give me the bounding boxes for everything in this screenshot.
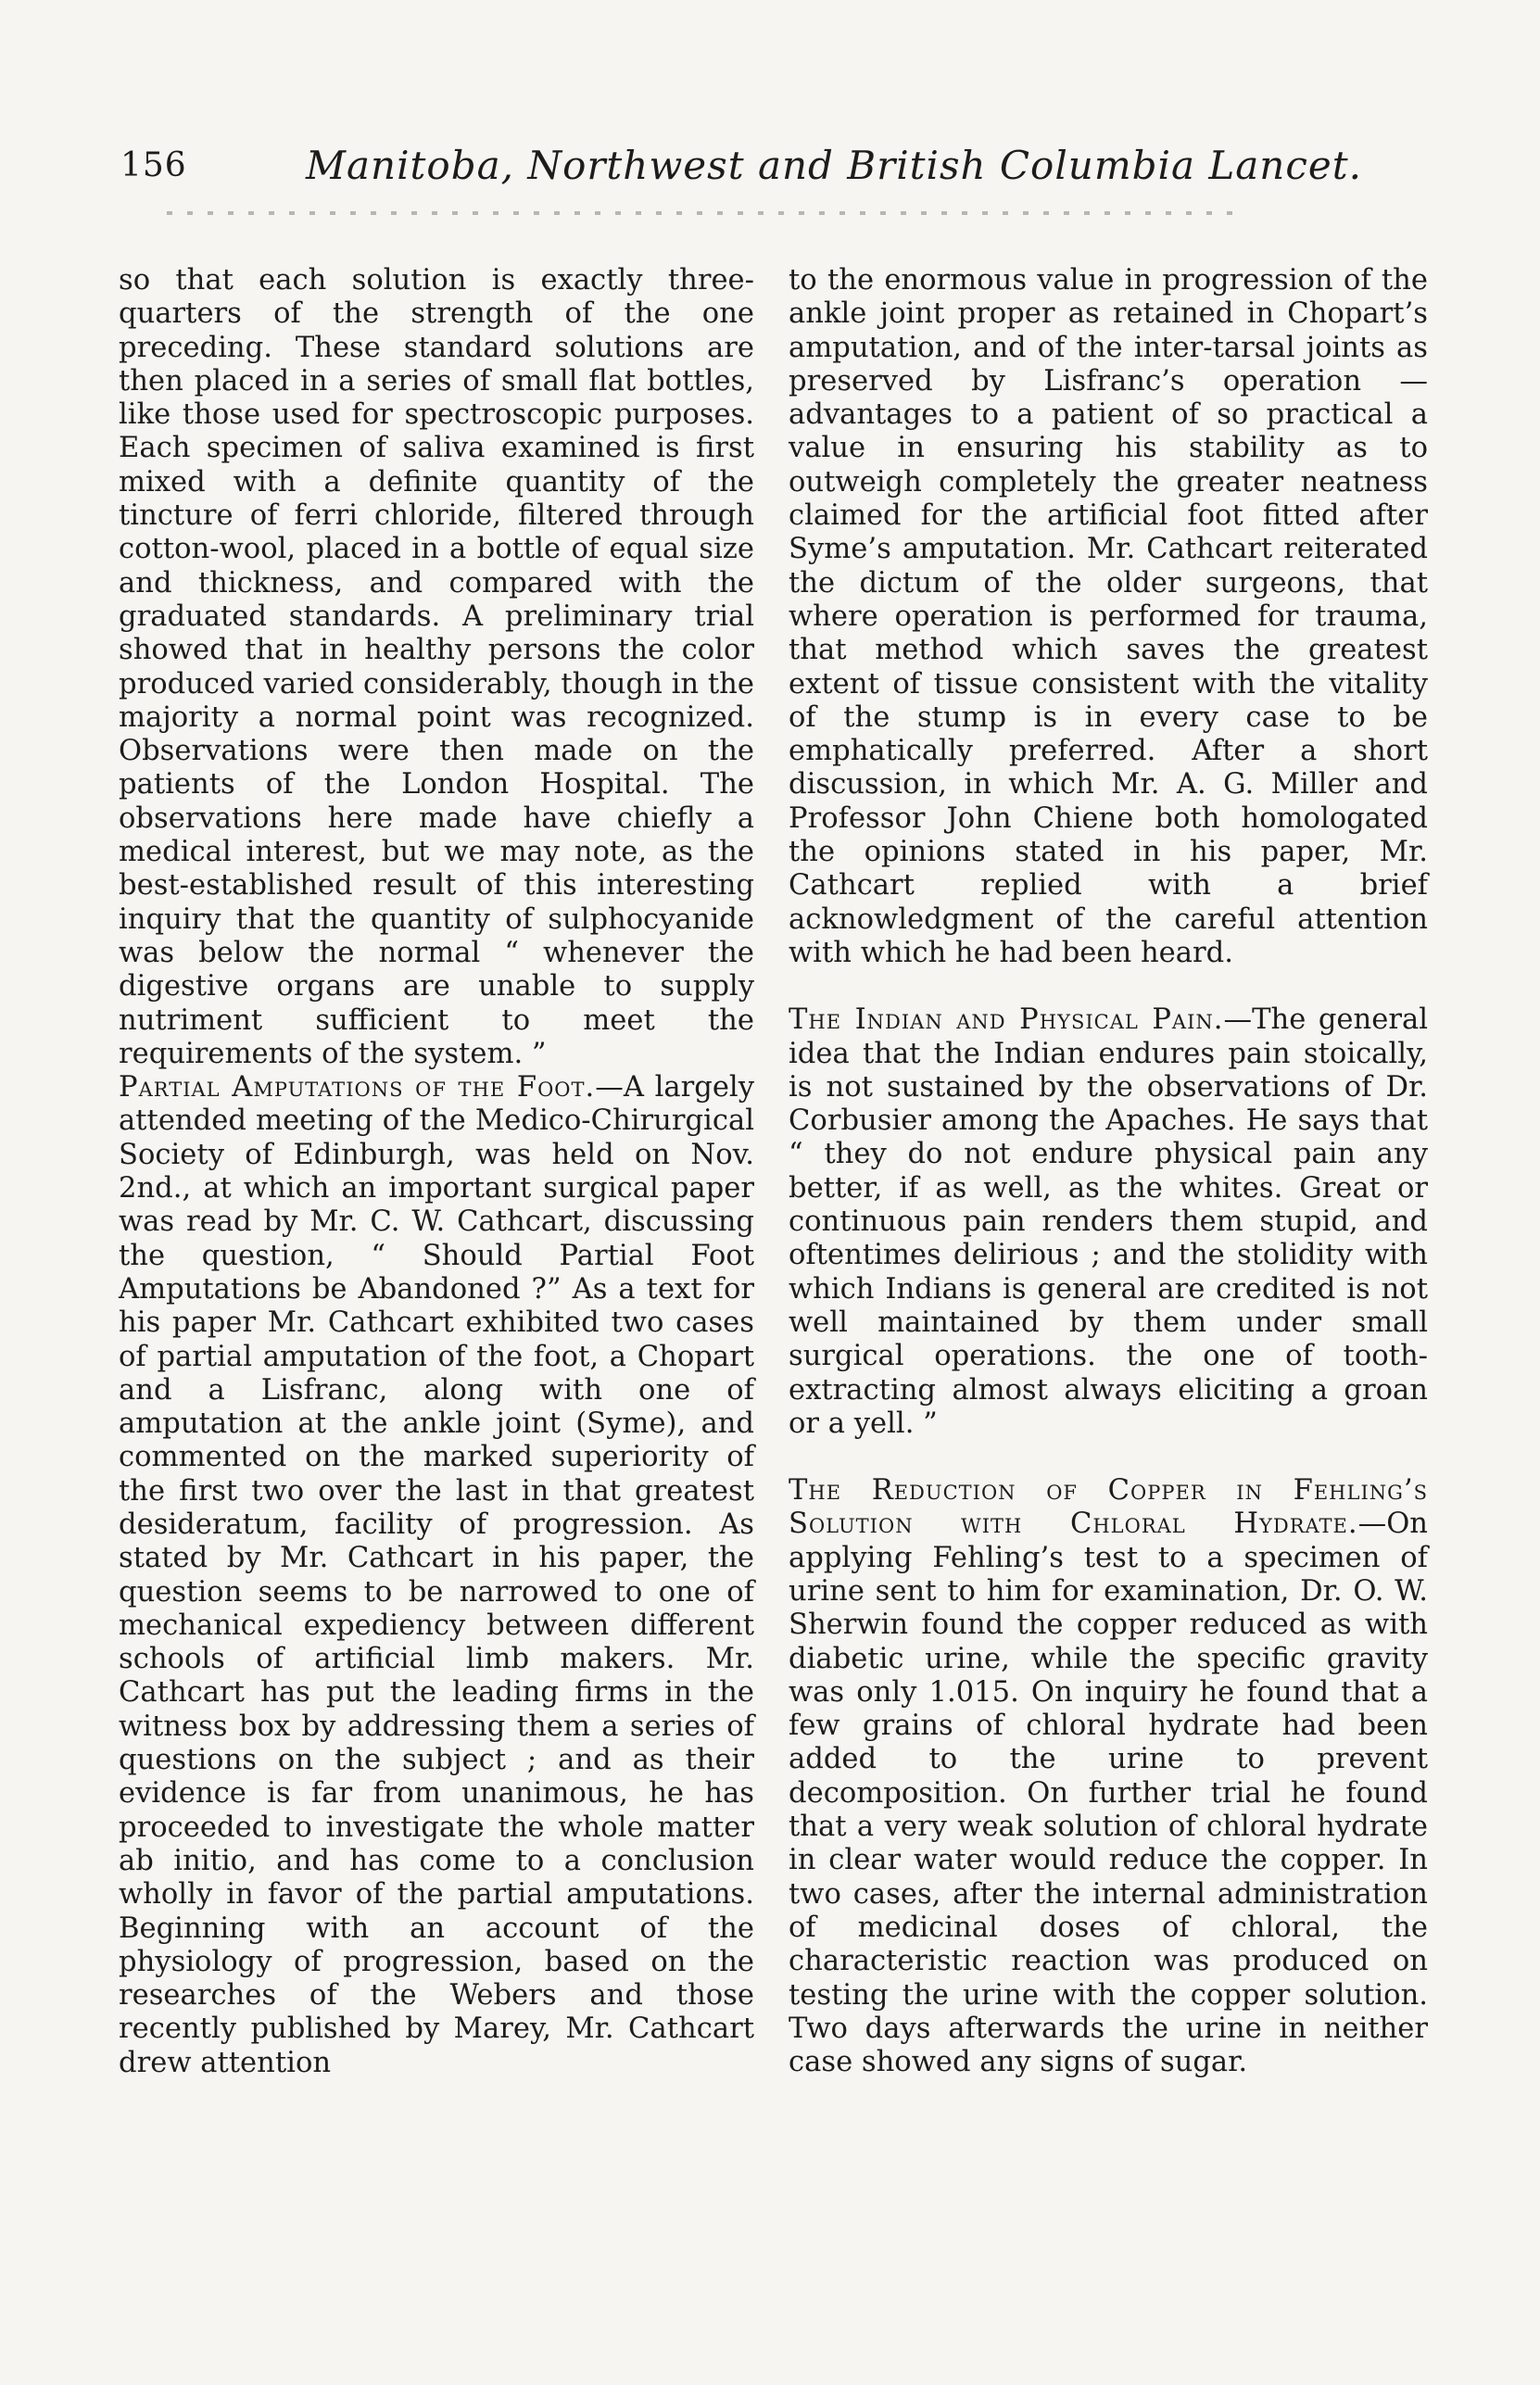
saliva-paragraph: so that each solution is exactly three-quarters of the strength of the one preceding. These standard solutions are then placed in a series of small flat bottles, like those used for spectroscopic purposes. Each specimen of saliva examined is first mixed with a definite quantity of the tincture of ferri chloride, filtered through cotton-wool, placed in a bottle of equal size and thickness, and compared with the graduated standards. A preliminary trial showed that in healthy persons the color produced varied considerably, though in the majority a normal point was recognized. Observations were then made on the patients of the London Hospital. The observations here made have chiefly a medical interest, but we may note, as the best-established result of this interesting inquiry that the quantity of sulphocyanide was below the normal “ whenever the digestive organs are unable to supply nutriment sufficient to meet the requirements of the system. ” xyxy=(119,264,754,1070)
copper-reduction-heading: The Reduction of Copper in Fehling’s Solution with Chloral Hydrate. xyxy=(789,1474,1428,1541)
copper-reduction-paragraph xyxy=(789,1474,1428,2079)
amputations-paragraph xyxy=(119,1071,754,2080)
page-header xyxy=(120,139,1420,195)
right-column xyxy=(789,264,1428,2079)
amputations-body: —A largely attended meeting of the Medico-Chirurgical Society of Edinburgh, was held on Nov. 2nd., at which an important surgical paper was read by Mr. C. W. Cathcart, discussing the question, “ Should Partial Foot Amputations be Abandoned ?” As a text for his paper Mr. Cathcart exhibited two cases of partial amputation of the foot, a Chopart and a Lisfranc, along with one of amputation at the ankle joint (Syme), and commented on the marked superiority of the first two over the last in that greatest desideratum, facility of progression. As stated by Mr. Cathcart in his paper, the question seems to be narrowed to one of mechanical expediency between different schools of artificial limb makers. Mr. Cathcart has put the leading firms in the witness box by addressing them a series of questions on the subject ; and as their evidence is far from unanimous, he has proceeded to investigate the whole matter ab initio, and has come to a conclusion wholly in favor of the partial amputations. Beginning with an account of the physiology of progression, based on the researches of the Webers and those recently published by Marey, Mr. Cathcart drew attention xyxy=(119,1071,754,2079)
cathcart-continued-paragraph: to the enormous value in progression of the ankle joint proper as retained in Chopart’s amputation, and of the inter-tarsal joints as preserved by Lisfranc’s operation —advantages to a patient of so practical a value in ensuring his stability as to outweigh completely the greater neatness claimed for the artificial foot fitted after Syme’s amputation. Mr. Cathcart reiterated the dictum of the older surgeons, that where operation is performed for trauma, that method which saves the greatest extent of tissue consistent with the vitality of the stump is in every case to be emphatically preferred. After a short discussion, in which Mr. A. G. Miller and Professor John Chiene both homologated the opinions stated in his paper, Mr. Cathcart replied with a brief acknowledgment of the careful attention with which he had been heard. xyxy=(789,264,1428,969)
indian-pain-heading: The Indian and Physical Pain. xyxy=(789,1003,1224,1037)
running-title: Manitoba, Northwest and British Columbia Lancet. xyxy=(306,143,1362,188)
indian-pain-paragraph xyxy=(789,1003,1428,1441)
header-rule xyxy=(167,211,1232,215)
page-number: 156 xyxy=(120,146,187,184)
indian-pain-body: —The general idea that the Indian endures pain stoically, is not sustained by the observations of Dr. Corbusier among the Apaches. He says that “ they do not endure physical pain any better, if as well, as the whites. Great or continuous pain renders them stupid, and oftentimes delirious ; and the stolidity with which Indians is general are credited is not well maintained by them under small surgical operations. the one of tooth-extracting almost always eliciting a groan or a yell. ” xyxy=(789,1003,1428,1440)
amputations-heading: Partial Amputations of the Foot. xyxy=(119,1071,596,1104)
copper-reduction-body: —On applying Fehling’s test to a specimen of urine sent to him for examination, Dr. O. W. Sherwin found the copper reduced as with diabetic urine, while the specific gravity was only 1.015. On inquiry he found that a few grains of chloral hydrate had been added to the urine to prevent decomposition. On further trial he found that a very weak solution of chloral hydrate in clear water would reduce the copper. In two cases, after the internal administration of medicinal doses of chloral, the characteristic reaction was produced on testing the urine with the copper solution. Two days afterwards the urine in neither case showed any signs of sugar. xyxy=(789,1508,1428,2079)
left-column xyxy=(119,264,754,2080)
